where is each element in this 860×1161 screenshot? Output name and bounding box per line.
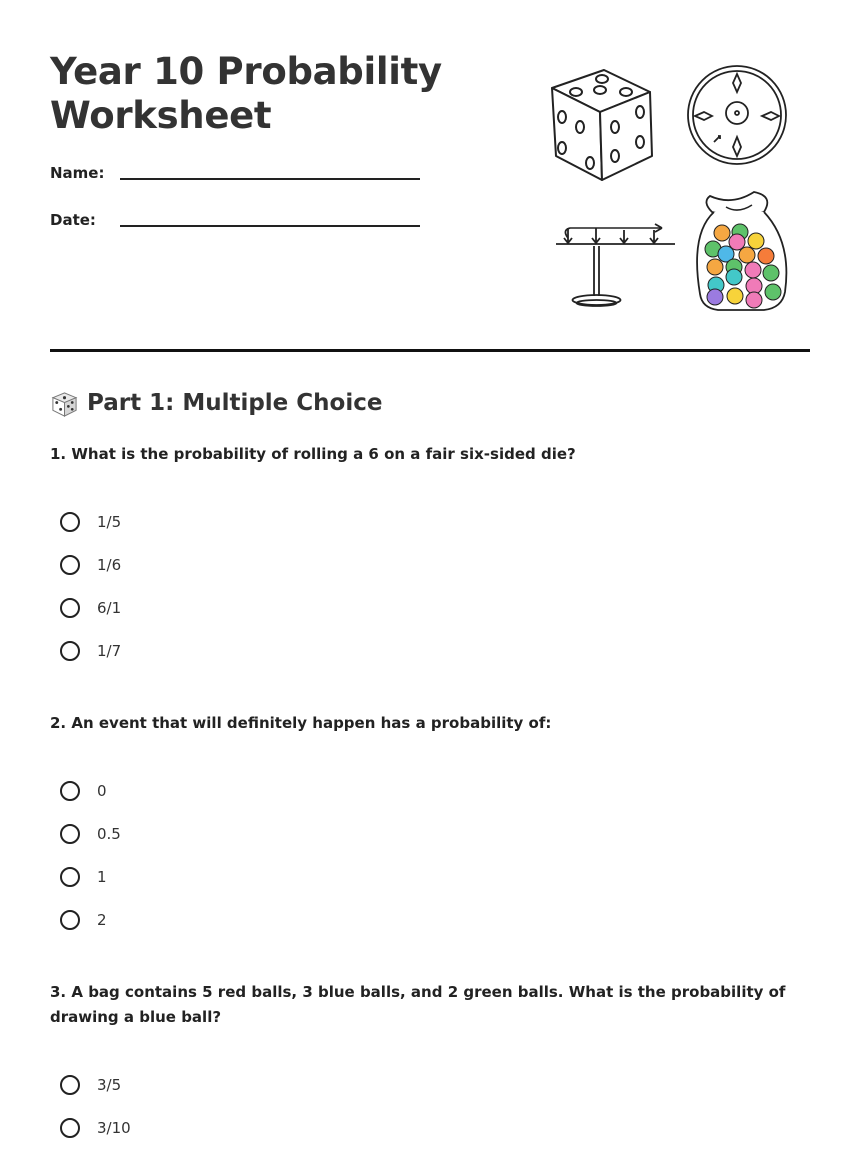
option-q2-c[interactable] — [60, 864, 107, 890]
question-3: 3. A bag contains 5 red balls, 3 blue balls, and 2 green balls. What is the probability of drawing a blue ball? — [50, 983, 786, 1026]
option-q2-d[interactable] — [60, 907, 107, 933]
radio-button[interactable] — [60, 598, 80, 618]
option-q3-a[interactable] — [60, 1072, 121, 1098]
option-label: 2 — [97, 911, 107, 929]
option-q3-b[interactable] — [60, 1115, 131, 1141]
question-1: 1. What is the probability of rolling a 6 on a fair six-sided die? — [50, 445, 576, 463]
radio-button[interactable] — [60, 910, 80, 930]
section-title-part-1 — [50, 386, 382, 420]
radio-button[interactable] — [60, 1118, 80, 1138]
option-q2-b[interactable] — [60, 821, 121, 847]
option-q1-a[interactable] — [60, 509, 121, 535]
option-q1-d[interactable] — [60, 638, 121, 664]
page-title: Year 10 Probability Worksheet — [50, 50, 442, 137]
option-label: 3/10 — [97, 1119, 131, 1137]
date-field[interactable] — [50, 211, 420, 235]
radio-button[interactable] — [60, 1075, 80, 1095]
question-2: 2. An event that will definitely happen has a probability of: — [50, 714, 552, 732]
section-title-text: Part 1: Multiple Choice — [87, 390, 383, 416]
option-label: 1 — [97, 868, 107, 886]
radio-button[interactable] — [60, 867, 80, 887]
dice-icon — [50, 389, 79, 418]
date-label: Date: — [50, 211, 96, 229]
radio-button[interactable] — [60, 555, 80, 575]
option-q1-b[interactable] — [60, 552, 121, 578]
radio-button[interactable] — [60, 641, 80, 661]
option-label: 3/5 — [97, 1076, 122, 1094]
option-label: 0.5 — [97, 825, 121, 843]
balance-scale-illustration-icon — [556, 224, 675, 306]
spinner-illustration-icon — [688, 66, 786, 164]
header-divider — [50, 349, 810, 352]
radio-button[interactable] — [60, 824, 80, 844]
option-q1-c[interactable] — [60, 595, 121, 621]
probability-illustrations — [542, 62, 802, 318]
name-label: Name: — [50, 164, 105, 182]
date-line[interactable] — [120, 225, 420, 227]
radio-button[interactable] — [60, 781, 80, 801]
dice-illustration-icon — [552, 70, 652, 180]
option-label: 0 — [97, 782, 107, 800]
option-label: 1/5 — [97, 513, 122, 531]
option-q2-a[interactable] — [60, 778, 107, 804]
radio-button[interactable] — [60, 512, 80, 532]
option-label: 1/7 — [97, 642, 122, 660]
bag-of-marbles-illustration-icon — [697, 192, 786, 310]
name-line[interactable] — [120, 178, 420, 180]
name-field[interactable] — [50, 164, 420, 188]
option-label: 1/6 — [97, 556, 122, 574]
option-label: 6/1 — [97, 599, 122, 617]
worksheet-header — [50, 50, 810, 320]
